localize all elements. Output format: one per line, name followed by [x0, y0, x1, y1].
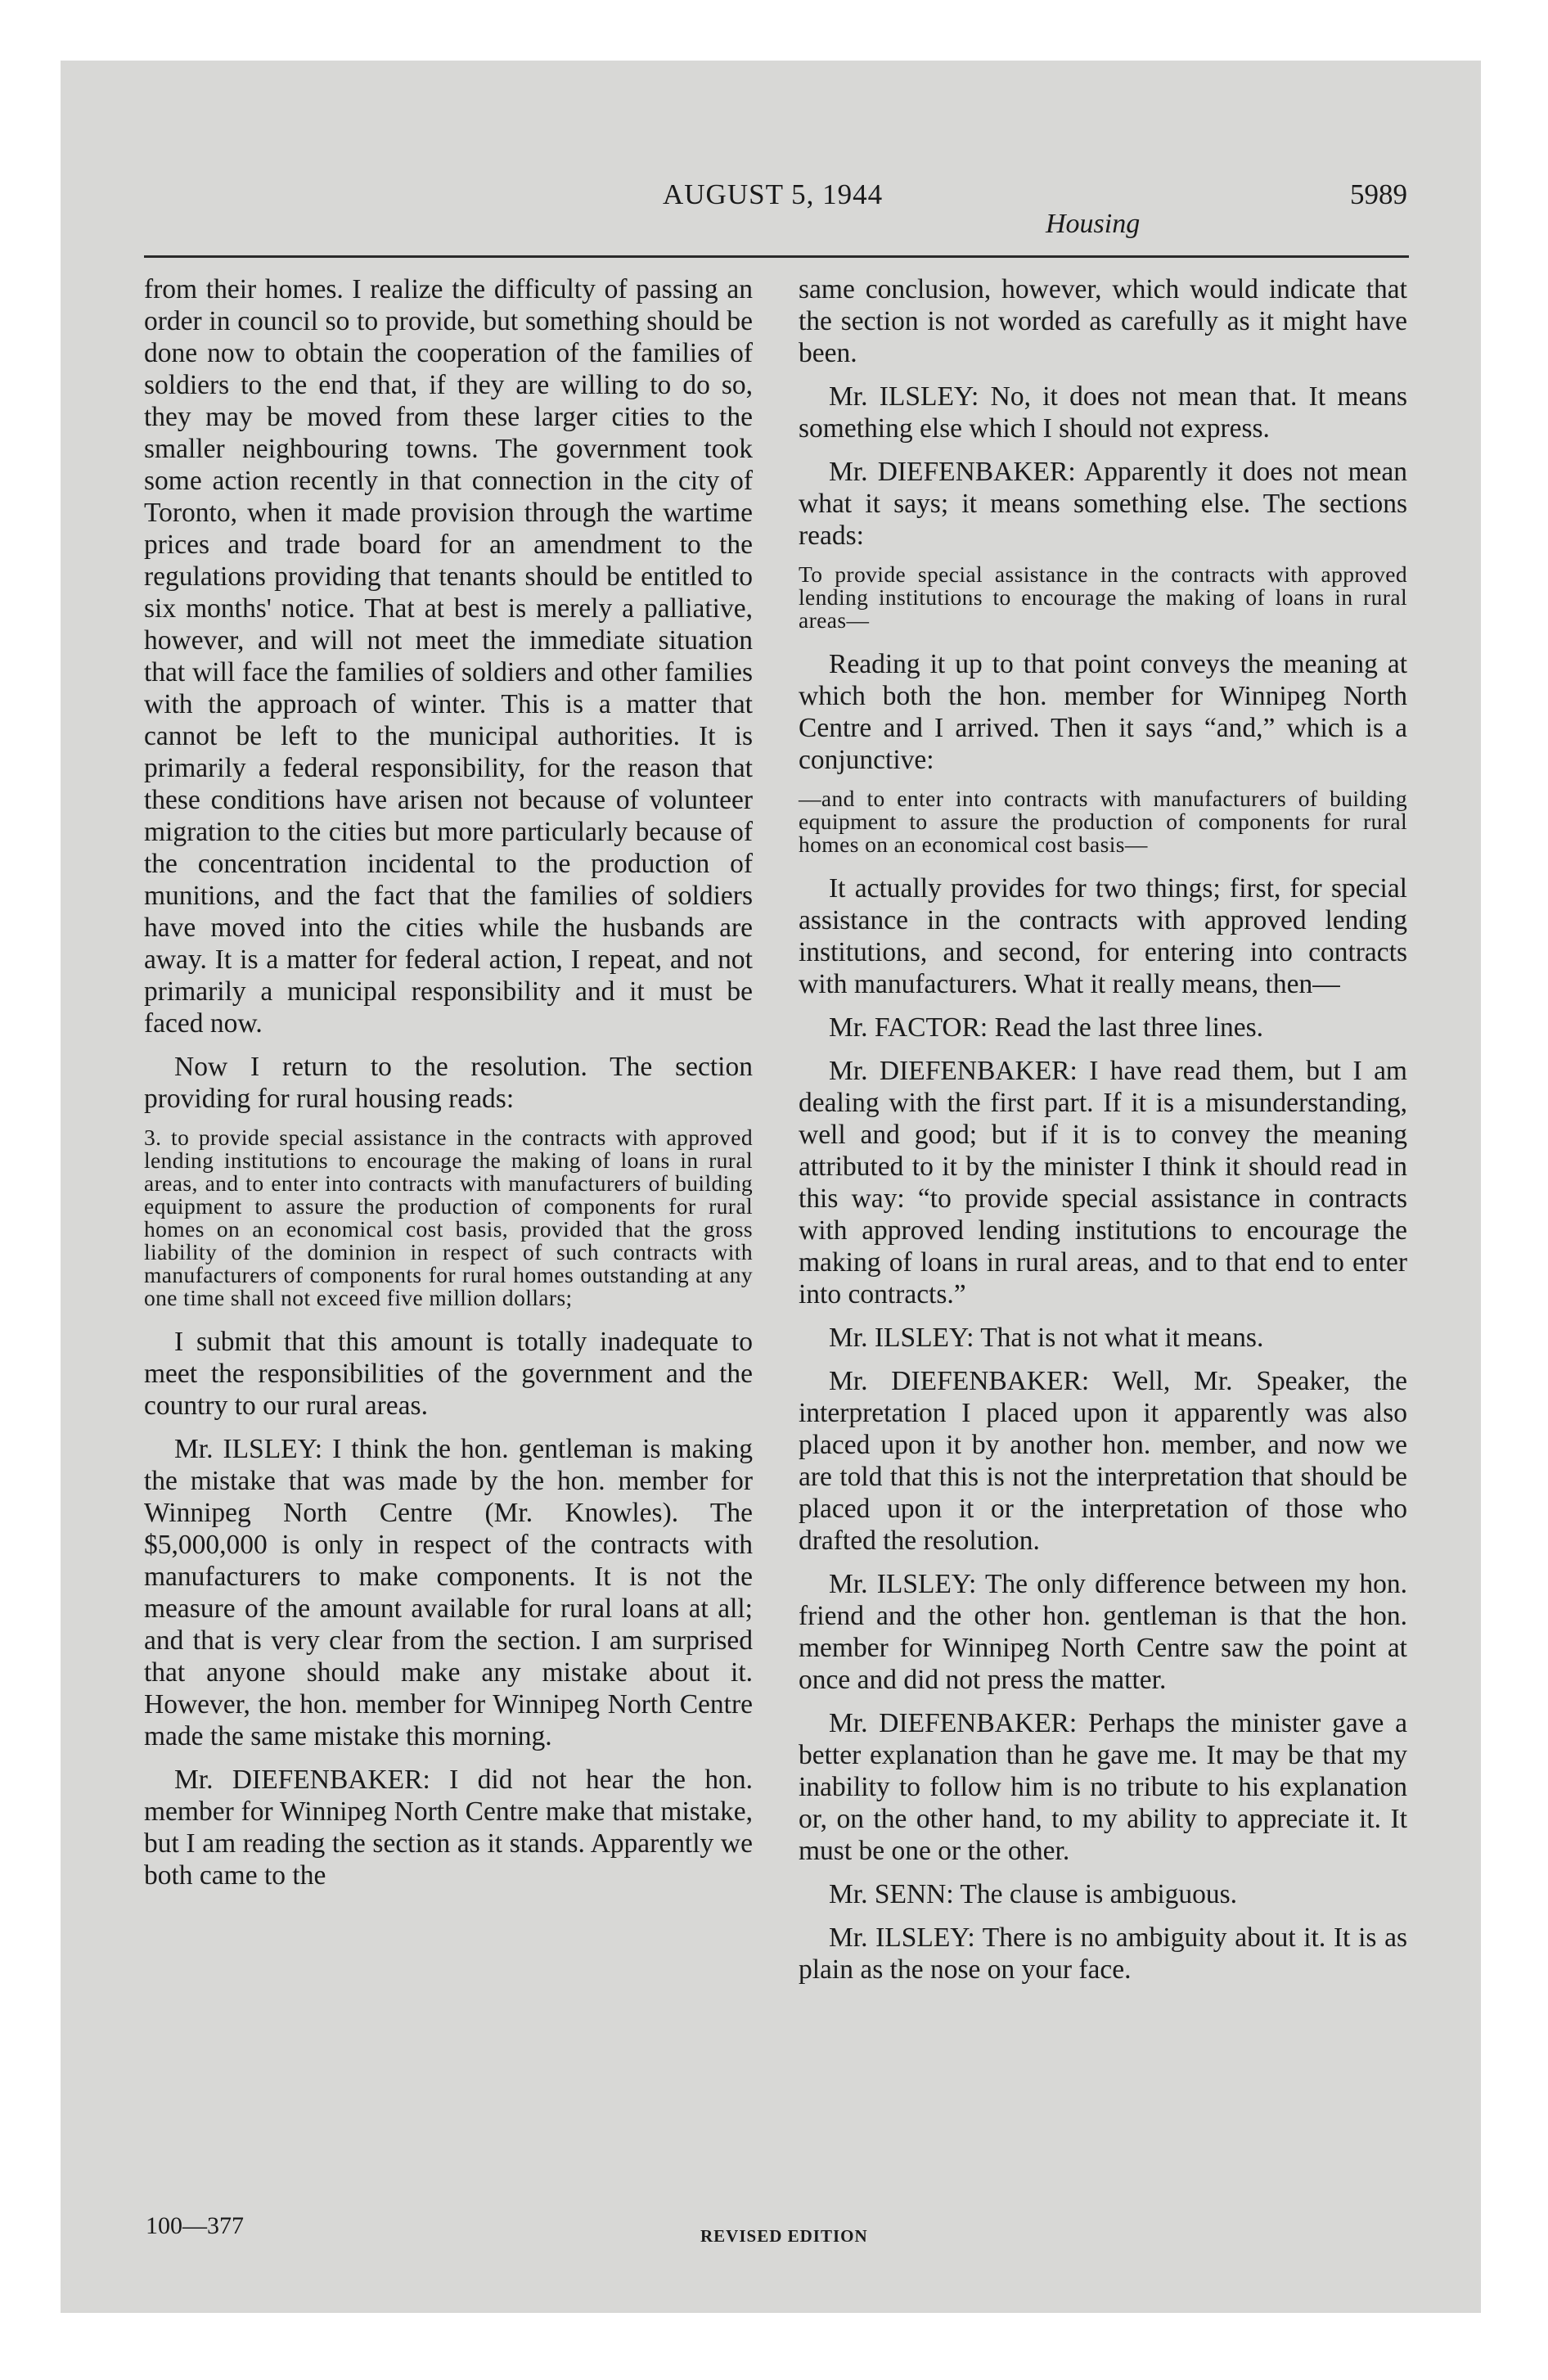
speech-ilsley: Mr. ILSLEY: No, it does not mean that. It means something else which I should not express.	[799, 381, 1407, 444]
page-date: AUGUST 5, 1944	[663, 178, 884, 210]
edition-label: REVISED EDITION	[700, 2226, 868, 2246]
right-column	[799, 273, 1407, 1997]
speech-diefenbaker: Mr. DIEFENBAKER: Perhaps the minister gave a better explanation than he gave me. It may be that my inability to follow him is no tribute to his explanation or, on the other hand, to my ability to appreciate it. It must be one or the other.	[799, 1708, 1407, 1866]
signature-mark: 100—377	[146, 2212, 244, 2239]
quoted-text: —and to enter into contracts with manufacturers of building equipment to assure the production of components for rural homes on an economical cost basis—	[799, 786, 1407, 857]
paragraph: same conclusion, however, which would indicate that the section is not worded as carefully as it might have been.	[799, 274, 1407, 368]
paragraph: Reading it up to that point conveys the meaning at which both the hon. member for Winnipeg North Centre and I arrived. Then it says “and,” which is a conjunctive:	[799, 649, 1407, 775]
speech-ilsley: Mr. ILSLEY: The only difference between my hon. friend and the other hon. gentleman is that the hon. member for Winnipeg North Centre saw the point at once and did not press the matter.	[799, 1569, 1407, 1695]
speech-ilsley: Mr. ILSLEY: There is no ambiguity about it. It is as plain as the nose on your face.	[799, 1922, 1407, 1985]
page-number: 5989	[1350, 178, 1407, 210]
paragraph: It actually provides for two things; first, for special assistance in the contracts with approved lending institutions, and second, for entering into contracts with manufacturers. What it really means, then—	[799, 873, 1407, 999]
section-title: Housing	[1046, 209, 1141, 239]
page-header	[144, 164, 1407, 254]
speech-diefenbaker: Mr. DIEFENBAKER: Apparently it does not mean what it says; it means something else. The sections reads:	[799, 457, 1407, 551]
speech-ilsley: Mr. ILSLEY: That is not what it means.	[829, 1323, 1264, 1353]
quoted-text: To provide special assistance in the contracts with approved lending institutions to encourage the making of loans in rural areas—	[799, 561, 1407, 633]
header-rule	[144, 255, 1409, 258]
paragraph: I submit that this amount is totally inadequate to meet the responsibilities of the government and the country to our rural areas.	[144, 1327, 753, 1421]
speech-diefenbaker: Mr. DIEFENBAKER: I did not hear the hon. member for Winnipeg North Centre make that mistake, but I am reading the section as it stands. Apparently we both came to the	[144, 1765, 753, 1891]
speech-factor: Mr. FACTOR: Read the last three lines.	[829, 1012, 1263, 1043]
paragraph: Now I return to the resolution. The section providing for rural housing reads:	[144, 1052, 753, 1114]
speech-ilsley: Mr. ILSLEY: I think the hon. gentleman is making the mistake that was made by the hon. member for Winnipeg North Centre (Mr. Knowles). The $5,000,000 is only in respect of the contracts with manufacturers to make components. It is not the measure of the amount available for rural loans at all; and that is very clear from the section. I am surprised that anyone should make any mistake about it. However, the hon. member for Winnipeg North Centre made the same mistake this morning.	[144, 1434, 753, 1751]
left-column	[144, 273, 753, 1903]
speech-diefenbaker: Mr. DIEFENBAKER: Well, Mr. Speaker, the interpretation I placed upon it apparently was also placed upon it by another hon. member, and now we are told that this is not the interpretation that should be placed upon it or the interpretation of those who drafted the resolution.	[799, 1366, 1407, 1556]
paragraph: from their homes. I realize the difficulty of passing an order in council so to provide, but something should be done now to obtain the cooperation of the families of soldiers to the end that, if they are willing to do so, they may be moved from these larger cities to the smaller neighbouring towns. The government took some action recently in that connection in the city of Toronto, when it made provision through the wartime prices and trade board for an amendment to the regulations providing that tenants should be entitled to six months' notice. That at best is merely a palliative, however, and will not meet the immediate situation that will face the families of soldiers and other families with the approach of winter. This is a matter that cannot be left to the municipal authorities. It is primarily a federal responsibility, for the reason that these conditions have arisen not because of volunteer migration to the cities but more particularly because of the concentration incidental to the production of munitions, and the fact that the families of soldiers have moved into the cities while the husbands are away. It is a matter for federal action, I repeat, and not primarily a municipal responsibility and it must be faced now.	[144, 274, 753, 1039]
speech-senn: Mr. SENN: The clause is ambiguous.	[829, 1879, 1238, 1909]
quoted-resolution: 3. to provide special assistance in the contracts with approved lending institutions to encourage the making of loans in rural areas, and to enter into contracts with manufacturers of building equipment to assure the production of components for rural homes on an economical cost basis, provided that the gross liability of the dominion in respect of such contracts with manufacturers of components for rural homes outstanding at any one time shall not exceed five million dollars;	[144, 1125, 753, 1310]
speech-diefenbaker: Mr. DIEFENBAKER: I have read them, but I am dealing with the first part. If it is a misunderstanding, well and good; but if it is to convey the meaning attributed to it by the minister I think it should read in this way: “to provide special assistance in contracts with approved lending institutions to encourage the making of loans in rural areas, and to that end to enter into contracts.”	[799, 1056, 1407, 1309]
